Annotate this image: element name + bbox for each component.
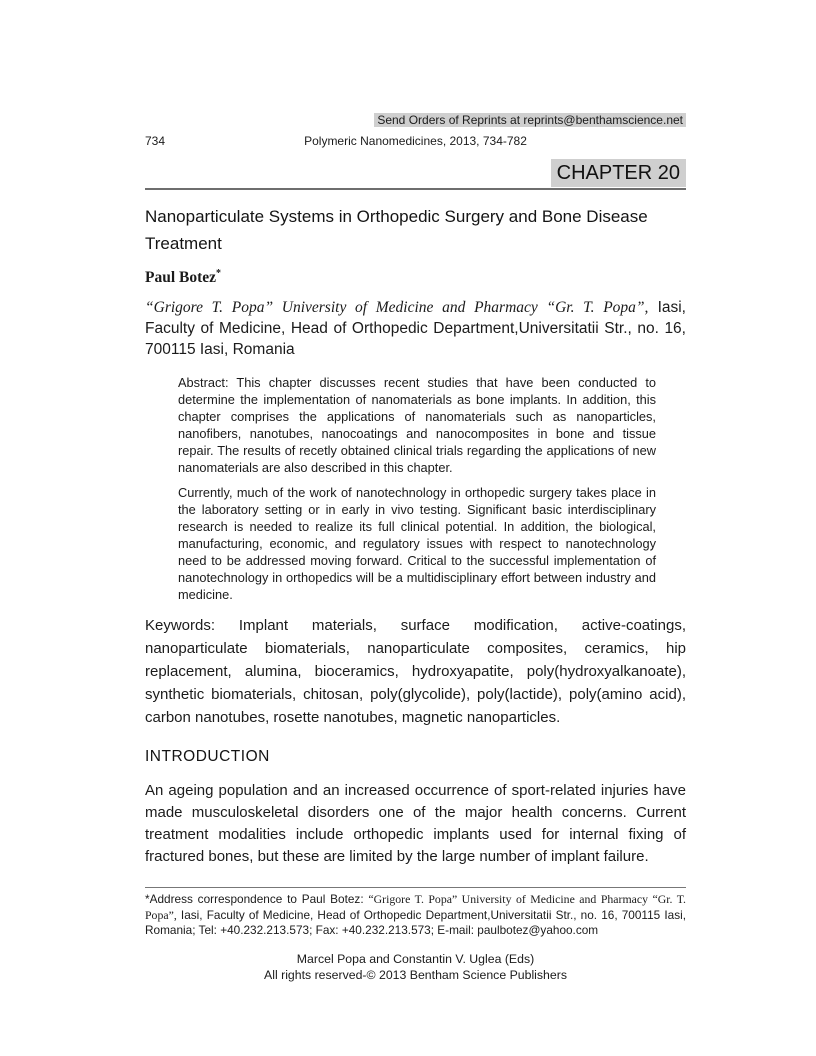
author-asterisk: * bbox=[216, 267, 222, 279]
introduction-heading: INTRODUCTION bbox=[145, 748, 270, 765]
introduction-paragraph: An ageing population and an increased occurrence of sport-related injuries have made musculoskeletal disorders one of the major health concerns. Current treatment modalities include orthopedic implants used for internal fixing of fractured bones, but these are limited by the large number of implant failure. bbox=[145, 782, 686, 865]
page-number: 734 bbox=[145, 134, 166, 148]
reprint-notice: Send Orders of Reprints at reprints@benthamscience.net bbox=[374, 113, 686, 127]
footnote-prefix: *Address correspondence to Paul Botez: bbox=[145, 892, 364, 906]
chapter-badge: CHAPTER 20 bbox=[551, 159, 686, 187]
chapter-title: Nanoparticulate Systems in Orthopedic Surgery and Bone Disease Treatment bbox=[145, 207, 648, 253]
keywords-label: Keywords: bbox=[145, 617, 216, 634]
abstract-text-1: This chapter discusses recent studies that have been conducted to determine the implementation of nanomaterials as bone implants. In addition, this chapter comprises the applications of nanomaterials such as nanoparticles, nanofibers, nanotubes, nanocoatings and nanocomposites in bone and tissue repair. The results of recetly obtained clinical trials regarding the applications of new nanomaterials are also described in this chapter. bbox=[178, 375, 656, 475]
abstract-paragraph-2 bbox=[178, 484, 656, 603]
affiliation-address: Iasi, Faculty of Medicine, Head of Orthopedic Department,Universitatii Str., no. 16, 700115 Iasi, Romania bbox=[145, 299, 686, 358]
keywords-list: Implant materials, surface modification, active-coatings, nanoparticulate biomaterials, nanoparticulate composites, ceramics, hip replacement, alumina, bioceramics, hydroxyapatite, poly(hydroxyalkanoate), synthetic biomaterials, chitosan, poly(glycolide), poly(lactide), poly(amino acid), carbon nanotubes, rosette nanotubes, magnetic nanoparticles. bbox=[145, 617, 686, 726]
running-title: Polymeric Nanomedicines, 2013, 734-782 bbox=[304, 134, 527, 148]
author-name: Paul Botez bbox=[145, 269, 217, 286]
publisher-footer bbox=[145, 951, 686, 983]
running-head bbox=[145, 132, 686, 150]
abstract-label: Abstract: bbox=[178, 375, 229, 390]
abstract-text-2: Currently, much of the work of nanotechnology in orthopedic surgery takes place in the laboratory setting or in early in vivo testing. Significant basic interdisciplinary research is needed to realize its full clinical potential. In addition, the biological, manufacturing, economic, and regulatory issues with respect to nanotechnology need to be addressed moving forward. Critical to the successful implementation of nanotechnology in orthopedics will be a multidisciplinary effort between industry and medicine. bbox=[178, 485, 656, 602]
footnote-contact: Iasi, Faculty of Medicine, Head of Orthopedic Department,Universitatii Str., no. 16, 700115 Iasi, Romania; Tel: +40.232.213.573; Fax: +40.232.213.573; E-mail: paulbotez@yahoo.com bbox=[145, 907, 687, 937]
correspondence-footnote bbox=[145, 887, 686, 939]
reprint-notice-row bbox=[145, 112, 686, 129]
chapter-badge-row bbox=[145, 159, 686, 187]
affiliation-institution: “Grigore T. Popa” University of Medicine and Pharmacy “Gr. T. Popa”, bbox=[145, 299, 649, 316]
copyright-line: All rights reserved-© 2013 Bentham Science Publishers bbox=[264, 967, 567, 982]
author-line bbox=[145, 268, 686, 288]
affiliation bbox=[145, 297, 686, 360]
abstract-block bbox=[178, 374, 656, 603]
editors-line: Marcel Popa and Constantin V. Uglea (Eds) bbox=[296, 951, 535, 966]
footnote-institution: “Grigore T. Popa” University of Medicine and Pharmacy “Gr. T. Popa”, bbox=[145, 892, 686, 922]
header-rule bbox=[145, 188, 686, 190]
abstract-paragraph-1 bbox=[178, 374, 656, 476]
keywords-block bbox=[145, 614, 686, 729]
